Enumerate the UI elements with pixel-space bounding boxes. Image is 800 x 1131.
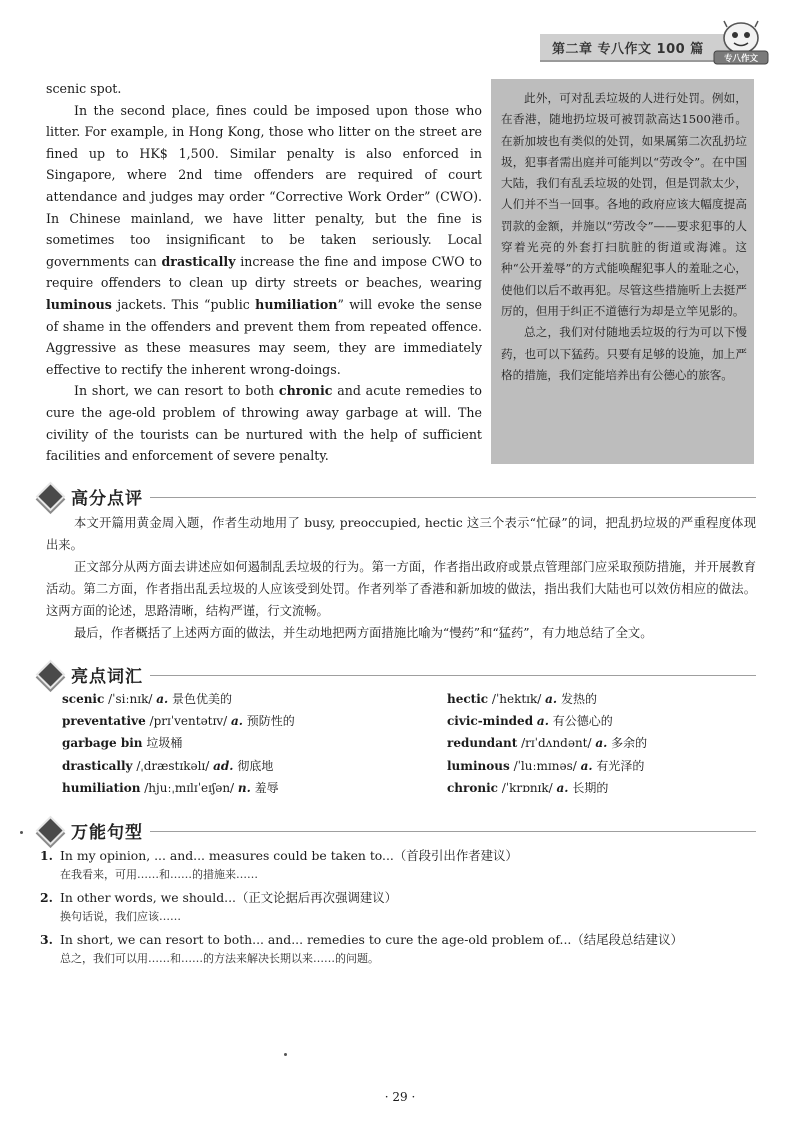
text-run: ” will evoke the sense of shame in the offenders and prevent them from repeated offence. Aggressive as these measures may seem, they are immediately effective to rectify the inherent wrong-doings. <box>46 296 482 377</box>
stray-dot <box>284 1053 287 1056</box>
essay-paragraph-3 <box>46 380 482 466</box>
vocab-title: 亮点词汇 <box>71 667 143 687</box>
essay-paragraph-2 <box>46 100 482 381</box>
chapter-header: 第二章 专八作文 100 篇 <box>552 42 704 57</box>
vocab-item: civic-minded a. 有公德心的 <box>447 714 613 729</box>
review-paragraph: 正文部分从两方面去讲述应如何遏制乱丢垃圾的行为。第一方面，作者指出政府或景点管理部门应采取预防措施，并开展教育活动。第二方面，作者指出乱丢垃圾的人应该受到处罚。作者列举了香港和新加坡的做法，指出我们大陆也可以效仿相应的做法。这两方面的论述，思路清晰，结构严谨，行文流畅。 <box>46 560 756 618</box>
text-run: and acute remedies to cure the age-old problem of throwing away garbage at will. The civility of the tourists can be nurtured with the help of sufficient facilities and enforcement of severe penalty. <box>46 383 482 464</box>
book-logo-icon <box>712 18 770 66</box>
essay-text <box>46 78 482 467</box>
logo-label: 专八作文 <box>723 54 759 64</box>
highlight-word: drastically <box>161 253 236 269</box>
translation-paragraph-1: 此外，可对乱丢垃圾的人进行处罚。例如，在香港，随地扔垃圾可被罚款高达1500港币。在新加坡也有类似的处罚，如果属第二次乱扔垃圾，犯事者需出庭并可能判以“劳改令”。在中国大陆，我们有乱丢垃圾的处罚，但是罚款太少，人们并不当一回事。各地的政府应该大幅度提高罚款的金额，并施以“劳改令”——要求犯事的人穿着光亮的外套打扫肮脏的街道或海滩。这种“公开羞辱”的方式能唤醒犯事人的羞耻之心，使他们以后不敢再犯。尽管这些措施听上去挺严厉的，但用于纠正不道德行为却是立竿见影的。 <box>501 91 747 318</box>
patterns-title: 万能句型 <box>71 823 143 843</box>
vocab-item: scenic /ˈsiːnɪk/ a. 景色优美的 <box>62 692 233 706</box>
diamond-bullet-icon <box>38 484 62 508</box>
pattern-item: 3. In short, we can resort to both... and... remedies to cure the age-old problem of...（结尾段总结建议） 总之，我们可以用……和……的方法来解决长期以来……的问题。 <box>40 932 683 965</box>
highlight-word: humiliation <box>255 296 338 312</box>
vocab-right-column <box>447 688 647 799</box>
pattern-item: 2. In other words, we should...（正文论据后再次强调建议） 换句话说，我们应该…… <box>40 890 398 923</box>
vocab-item: chronic /ˈkrɒnɪk/ a. 长期的 <box>447 780 609 795</box>
text-run: In the second place, fines could be imposed upon those who litter. For example, in Hong Kong, those who litter on the street are fined up to HK$ 1,500. Similar penalty is also enforced in Singapore, where 2nd time offenders are required of court attendance and judges may order “Corrective Work Order” (CWO). In Chinese mainland, we have litter penalty, but the fine is sometimes too insignificant to be taken seriously. Local governments can <box>46 102 482 269</box>
review-paragraph: 本文开篇用黄金周入题，作者生动地用了 busy, preoccupied, hectic 这三个表示“忙碌”的词，把乱扔垃圾的严重程度体现出来。 <box>46 516 756 552</box>
review-divider <box>150 497 756 498</box>
text-run: jackets. This “public <box>111 296 256 312</box>
review-paragraph: 最后，作者概括了上述两方面的做法，并生动地把两方面措施比喻为“慢药”和“猛药”，有力地总结了全文。 <box>74 626 653 640</box>
patterns-divider <box>150 831 756 832</box>
text-run: increase the fine and impose CWO to require offenders to clean up dirty streets or beaches, wearing <box>46 253 482 291</box>
translation-paragraph-2: 总之，我们对付随地丢垃圾的行为可以下慢药，也可以下猛药。只要有足够的设施，加上严格的措施，我们定能培养出有公德心的旅客。 <box>501 325 747 382</box>
review-heading <box>38 484 143 509</box>
vocab-left-column <box>62 688 295 799</box>
stray-dot <box>20 831 23 834</box>
essay-paragraph-1: scenic spot. <box>46 81 122 96</box>
review-title: 高分点评 <box>71 489 143 509</box>
diamond-bullet-icon <box>38 662 62 686</box>
vocab-item: redundant /rɪˈdʌndənt/ a. 多余的 <box>447 736 648 751</box>
highlight-word: chronic <box>278 383 333 399</box>
patterns-heading <box>38 818 143 843</box>
vocab-item: garbage bin 垃圾桶 <box>62 736 183 751</box>
page-number: · 29 · <box>384 1090 416 1104</box>
vocab-item: hectic /ˈhektɪk/ a. 发热的 <box>447 692 597 706</box>
text-run: In short, we can resort to both <box>74 383 279 399</box>
translation-text <box>501 88 747 386</box>
vocab-item: drastically /ˌdræstɪkəlɪ/ ad. 彻底地 <box>62 758 274 773</box>
highlight-word: luminous <box>46 296 112 312</box>
pattern-item: 1. In my opinion, ... and... measures could be taken to...（首段引出作者建议） 在我看来，可用……和……的措施来…… <box>40 848 518 881</box>
review-text <box>46 512 756 644</box>
vocab-divider <box>150 675 756 676</box>
vocab-item: preventative /prɪˈventətɪv/ a. 预防性的 <box>62 714 295 729</box>
vocab-item: luminous /ˈluːmɪnəs/ a. 有光泽的 <box>447 758 645 773</box>
vocab-heading <box>38 662 143 687</box>
vocab-item: humiliation /hjuːˌmɪlɪˈeɪʃən/ n. 羞辱 <box>62 780 279 795</box>
patterns-list <box>40 846 760 972</box>
diamond-bullet-icon <box>38 818 62 842</box>
